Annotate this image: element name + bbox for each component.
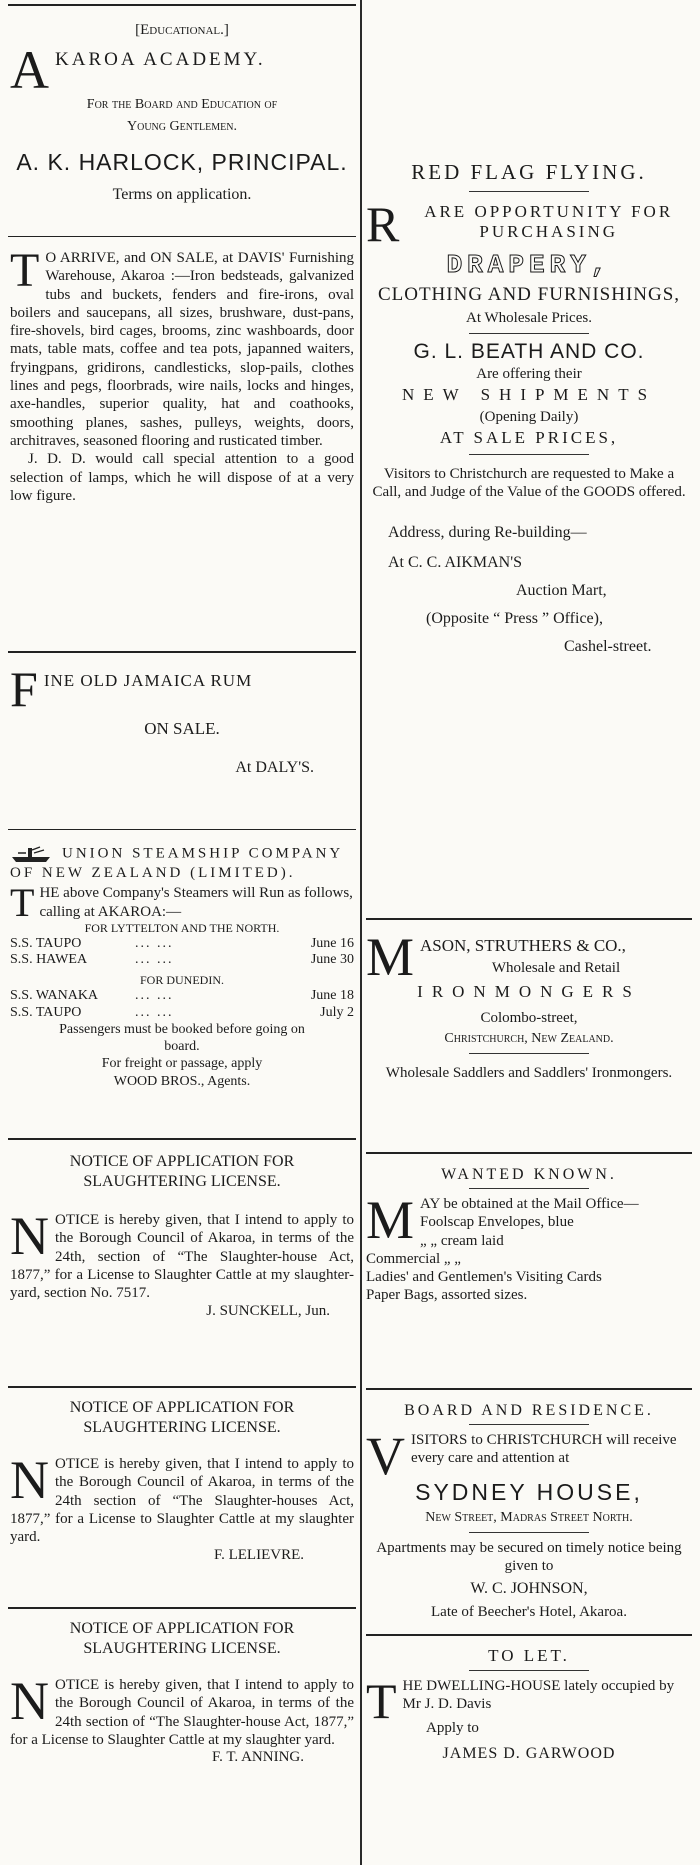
union-south-heading: FOR DUNEDIN. <box>140 973 224 988</box>
notice-heading: NOTICE OF APPLICATION FOR SLAUGHTERING LICENSE. <box>69 1153 295 1190</box>
tolet-body: HE DWELLING-HOUSE lately occupied by Mr J. D. Davis <box>402 1678 675 1713</box>
beath-aikman: At C. C. AIKMAN'S <box>388 553 523 571</box>
wanted-intro: AY be obtained at the Mail Office— <box>420 1196 639 1212</box>
wanted-head: WANTED KNOWN. <box>441 1166 617 1183</box>
steamship-icon <box>10 844 56 864</box>
board-owner: W. C. JOHNSON, <box>470 1579 588 1597</box>
academy-principal: A. K. HARLOCK, PRINCIPAL. <box>16 149 348 175</box>
mason-wr: Wholesale and Retail <box>491 960 621 976</box>
academy-sub1: For the Board and Education of <box>86 97 278 112</box>
notice-drop-cap: N <box>10 1671 49 1732</box>
beath-address: Address, during Re-building— <box>388 523 587 541</box>
tolet-ad <box>366 1636 692 1806</box>
academy-title: KAROA ACADEMY. <box>55 49 266 70</box>
list-item: Ladies' and Gentlemen's Visiting Cards <box>366 1269 602 1286</box>
notice-anning <box>8 1609 356 1823</box>
notice-heading: NOTICE OF APPLICATION FOR SLAUGHTERING LICENSE. <box>69 1399 295 1436</box>
union-south-rows <box>10 988 354 1022</box>
beath-shipments: NEW SHIPMENTS <box>401 385 657 404</box>
board-late: Late of Beecher's Hotel, Akaroa. <box>431 1603 627 1620</box>
union-drop-cap: T <box>10 880 35 926</box>
right-column <box>366 0 692 1806</box>
tolet-head: TO LET. <box>488 1646 570 1665</box>
beath-drop-cap: R <box>366 200 400 246</box>
rum-drop-cap: F <box>10 665 38 711</box>
beath-wholesale: At Wholesale Prices. <box>466 310 592 326</box>
davis-body2: J. D. D. would call special attention to a good selection of lamps, which he will dispose of at a very low figure. <box>10 451 354 504</box>
beath-street: Cashel-street. <box>564 637 652 655</box>
notice-body: OTICE is hereby given, that I intend to apply to the Borough Council of Akaroa, in terms of the 24th section of “The Slaughter-house Act, 1877,” for a License to Slaughter Cattle at my slaughter yard. <box>10 1677 354 1748</box>
union-north-heading: FOR LYTTELTON AND THE NORTH. <box>84 920 280 935</box>
board-addr: New Street, Madras Street North. <box>425 1510 633 1525</box>
academy-ad <box>8 6 356 236</box>
list-item: Paper Bags, assorted sizes. <box>366 1287 528 1304</box>
davis-drop-cap: T <box>10 244 40 297</box>
beath-offering: Are offering their <box>476 366 582 382</box>
wanted-drop-cap: M <box>366 1190 415 1250</box>
notice-heading: NOTICE OF APPLICATION FOR SLAUGHTERING LICENSE. <box>69 1620 295 1657</box>
davis-body: O ARRIVE, and ON SALE, at DAVIS' Furnishing Warehouse, Akaroa :—Iron bedsteads, galvanized tubs and buckets, fenders and fire-irons, oval boilers and saucepans, all sizes, brushware, dust-pans, fire-shovels, bird cages, brooms, zinc washboards, door mats, table mats, coffee and tea pots, japanned waiters, fryingpans, gridirons, candlesticks, slop-pails, clothes lines and pegs, floorbrads, wire nails, locks and hinges, axe-handles, superior quality, hat and coathooks, smoothing planes, sashes, pulleys, weights, doors, architraves, seasoned flooring and rusticated timber. <box>10 250 354 449</box>
beath-firm: G. L. BEATH AND CO. <box>413 340 645 363</box>
beath-mart: Auction Mart, <box>516 581 607 599</box>
board-drop-cap: V <box>366 1426 405 1486</box>
mason-drop-cap: M <box>366 932 415 980</box>
notice-body: OTICE is hereby given, that I intend to apply to the Borough Council of Akaroa, in terms of the 24th, section of “The Slaughter-house Act, 1877,” for a License to Slaughter Cattle at my slaughter-yard, section No. 7517. <box>10 1212 354 1302</box>
board-ad <box>366 1390 692 1634</box>
mason-city: Christchurch, New Zealand. <box>444 1031 614 1046</box>
list-item: Commercial „ „ <box>366 1250 461 1267</box>
notice-signature: J. SUNCKELL, Jun. <box>206 1302 330 1319</box>
union-agents: WOOD BROS., Agents. <box>113 1073 251 1089</box>
board-apart: Apartments may be secured on timely notice being given to <box>376 1540 682 1575</box>
tolet-drop-cap: T <box>366 1673 397 1729</box>
list-item: „ „ cream laid <box>420 1232 504 1249</box>
sailing-row: S.S. HAWEA ... ... June 30 <box>10 952 354 968</box>
board-house: SYDNEY HOUSE, <box>415 1479 643 1505</box>
notice-body: OTICE is hereby given, that I intend to apply to the Borough Council of Akaroa, in terms of the 24th section of “The Slaughter-houses Act, 1877,” for a License to Slaughter Cattle at my slaughter yard. <box>10 1456 354 1546</box>
mason-iron: IRONMONGERS <box>417 982 641 1001</box>
academy-sub2: Young Gentlemen. <box>127 119 237 134</box>
union-intro: HE above Company's Steamers will Run as follows, calling at AKAROA:— <box>39 885 353 920</box>
sailing-row: S.S. TAUPO ... ... June 16 <box>10 935 354 951</box>
beath-visitors: Visitors to Christchurch are requested to Make a Call, and Judge of the Value of the GOODS offered. <box>372 466 686 501</box>
wanted-items <box>366 1213 692 1304</box>
tolet-agent: JAMES D. GARWOOD <box>442 1744 616 1762</box>
board-head: BOARD AND RESIDENCE. <box>404 1402 654 1419</box>
union-north-rows <box>10 936 354 970</box>
column-divider <box>360 0 362 1865</box>
rum-at: At DALY'S. <box>235 759 314 776</box>
beath-flag: RED FLAG FLYING. <box>411 160 647 184</box>
rum-sale: ON SALE. <box>144 719 220 738</box>
tolet-apply: Apply to <box>426 1719 479 1736</box>
sailing-row: S.S. WANAKA ... ... June 18 <box>10 987 354 1003</box>
notice-lelievre <box>8 1388 356 1607</box>
beath-opposite: (Opposite “ Press ” Office), <box>426 609 603 627</box>
union-note1: Passengers must be booked before going on board. <box>59 1022 305 1055</box>
list-item: Foolscap Envelopes, blue <box>420 1214 574 1231</box>
beath-line1: ARE OPPORTUNITY FOR PURCHASING <box>424 202 674 241</box>
notice-drop-cap: N <box>10 1206 49 1267</box>
beath-ad <box>366 160 692 918</box>
rum-title: INE OLD JAMAICA RUM <box>43 671 253 690</box>
beath-drapery: DRAPERY, <box>446 250 612 280</box>
mason-colombo: Colombo-street, <box>480 1010 578 1026</box>
davis-ad <box>8 237 356 651</box>
beath-sale: AT SALE PRICES, <box>439 428 619 447</box>
rum-ad <box>8 653 356 829</box>
beath-clothing: CLOTHING AND FURNISHINGS, <box>377 284 681 305</box>
notice-signature: F. T. ANNING. <box>212 1749 304 1766</box>
beath-opening: (Opening Daily) <box>479 409 579 425</box>
notice-drop-cap: N <box>10 1450 49 1511</box>
board-intro: ISITORS to CHRISTCHURCH will receive every care and attention at <box>411 1432 677 1467</box>
academy-tag: [Educational.] <box>135 22 229 38</box>
notice-sunckell <box>8 1140 356 1386</box>
sailing-row: S.S. TAUPO ... ... July 2 <box>10 1004 354 1020</box>
wanted-ad <box>366 1154 692 1388</box>
notice-signature: F. LELIEVRE. <box>213 1546 304 1563</box>
union-head: UNION STEAMSHIP COMPANY OF NEW ZEALAND (LIMITED). <box>10 845 343 881</box>
mason-ad <box>366 920 692 1152</box>
mason-saddlers: Wholesale Saddlers and Saddlers' Ironmongers. <box>385 1065 673 1081</box>
mason-title: ASON, STRUTHERS & CO., <box>420 936 626 955</box>
left-column <box>8 0 356 1823</box>
union-ad <box>8 830 356 1138</box>
union-note2: For freight or passage, apply <box>101 1056 263 1072</box>
academy-terms: Terms on application. <box>112 186 252 203</box>
academy-drop-cap: A <box>10 40 49 100</box>
